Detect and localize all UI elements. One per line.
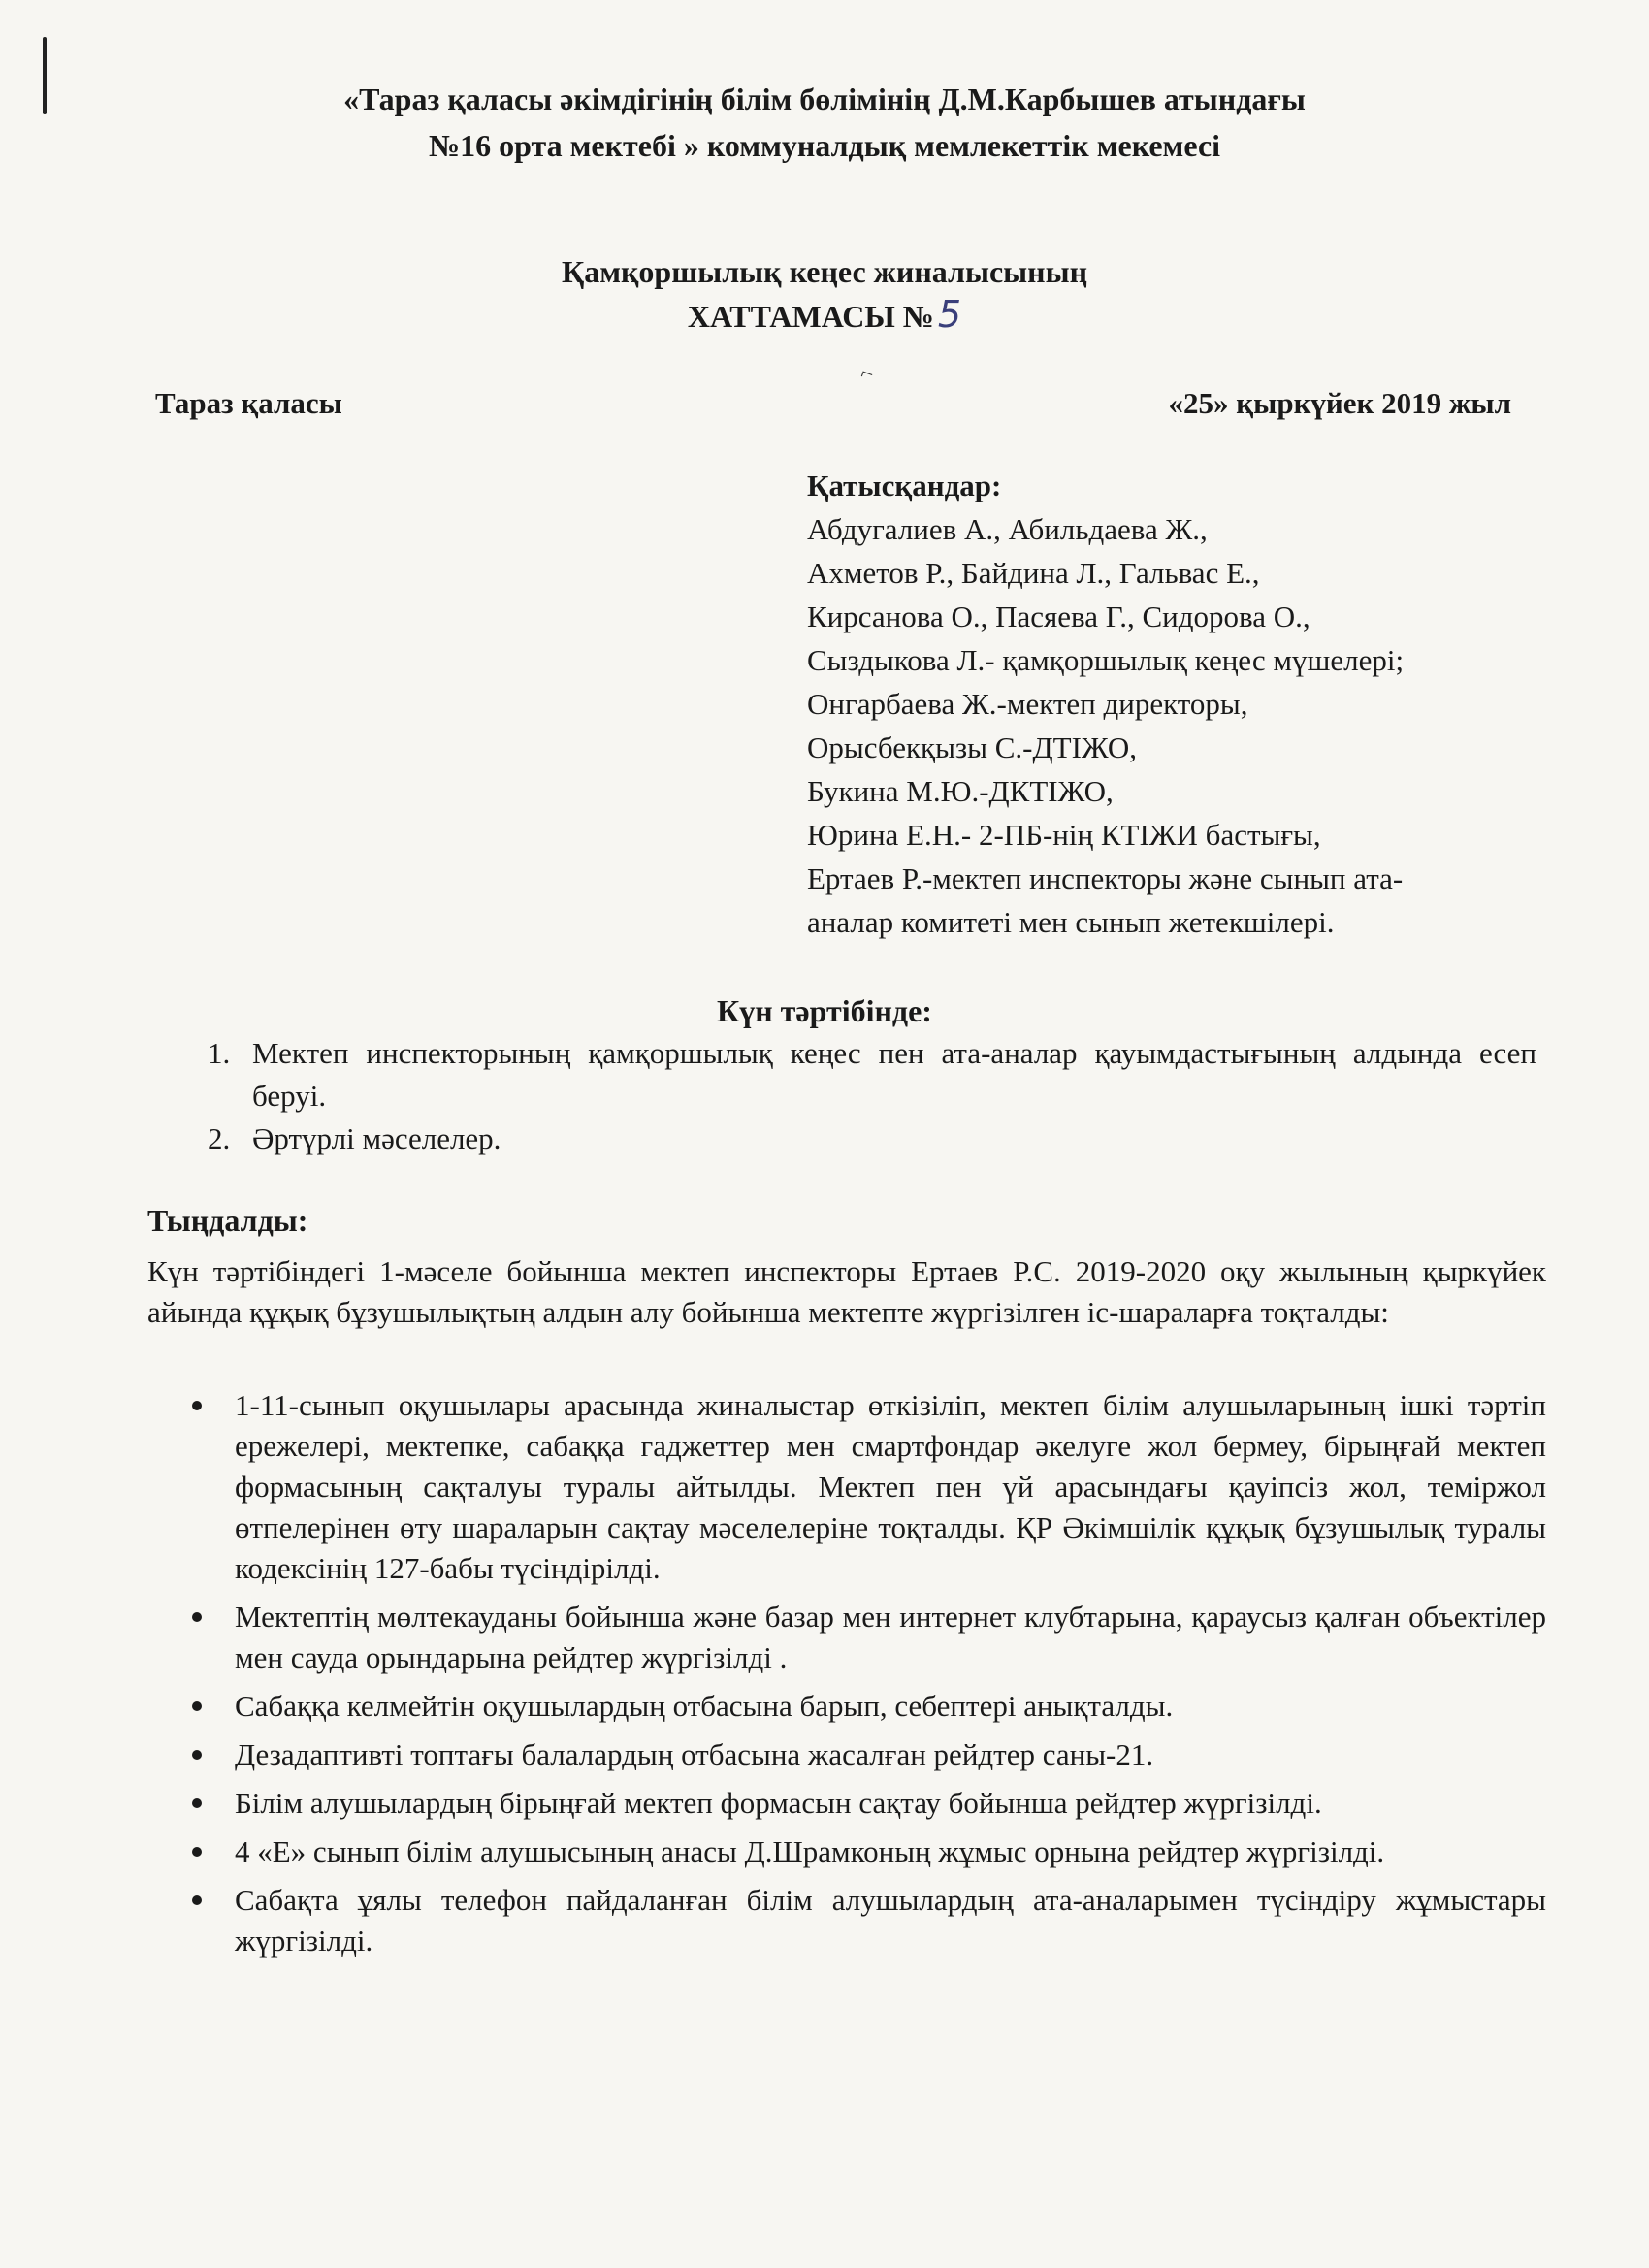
- bullet-text: Сабаққа келмейтін оқушылардың отбасына барып, себептері анықталды.: [235, 1689, 1174, 1723]
- bullet-item: [184, 1783, 1546, 1824]
- bullet-item: [184, 1597, 1546, 1678]
- institution-header: [0, 76, 1649, 169]
- header-line-1: «Тараз қаласы әкімдігінің білім бөлімінің Д.М.Карбышев атындағы: [343, 81, 1306, 116]
- bullet-text: Білім алушылардың бірыңғай мектеп формасын сақтау бойынша рейдтер жүргізілді.: [235, 1786, 1322, 1820]
- bullet-dot-icon: [192, 1895, 202, 1905]
- agenda-heading: Күн тәртібінде:: [717, 993, 932, 1028]
- bullet-dot-icon: [192, 1401, 202, 1410]
- participant-line: Абдугалиев А., Абильдаева Ж.,: [807, 512, 1208, 546]
- agenda-item: [208, 1032, 1536, 1118]
- bullet-text: Дезадаптивті топтағы балалардың отбасына жасалған рейдтер саны-21.: [235, 1737, 1154, 1771]
- participant-line: Кирсанова О., Пасяева Г., Сидорова О.,: [807, 599, 1310, 633]
- document-title: [0, 250, 1649, 338]
- agenda-item-text: Мектеп инспекторының қамқоршылық кеңес пен ата-аналар қауымдастығының алдында есеп беруі.: [252, 1036, 1536, 1113]
- bullet-item: [184, 1831, 1546, 1872]
- agenda-item-text: Әртүрлі мәселелер.: [252, 1121, 501, 1155]
- bullet-item: [184, 1734, 1546, 1775]
- pen-mark: ⌐: [857, 359, 878, 387]
- bullet-item: [184, 1686, 1546, 1727]
- bullet-text: Сабақта ұялы телефон пайдаланған білім алушылардың ата-аналарымен түсіндіру жұмыстары жүргізілді.: [235, 1883, 1546, 1958]
- agenda-item-number: 1.: [208, 1036, 231, 1070]
- participants-block: [807, 464, 1573, 944]
- participant-line: Ертаев Р.-мектеп инспекторы және сынып ата-: [807, 861, 1404, 895]
- participant-line: Сыздыкова Л.- қамқоршылық кеңес мүшелері;: [807, 643, 1405, 677]
- participant-line: Юрина Е.Н.- 2-ПБ-нің КТІЖИ бастығы,: [807, 818, 1321, 852]
- participant-line: аналар комитеті мен сынып жетекшілері.: [807, 905, 1335, 939]
- date: «25» қыркүйек 2019 жыл: [1168, 386, 1511, 420]
- bullet-text: 1-11-сынып оқушылары арасында жиналыстар өткізіліп, мектеп білім алушыларының ішкі тәртіп ережелері, мектепке, сабаққа гаджеттер мен смартфондар әкелуге жол бермеу, бірыңғай мектеп формасының сақталуы туралы айтылды. Мектеп пен үй арасындағы қауіпсіз жол, теміржол өтпелерінен өту шараларын сақтау мәселелеріне тоқталды. ҚР Әкімшілік құқық бұзушылық туралы кодексінің 127-бабы түсіндірілді.: [235, 1388, 1546, 1585]
- bullet-item: [184, 1385, 1546, 1589]
- bullet-dot-icon: [192, 1701, 202, 1711]
- heard-heading: Тыңдалды:: [147, 1203, 308, 1238]
- bullet-item: [184, 1880, 1546, 1961]
- bullet-text: 4 «Е» сынып білім алушысының анасы Д.Шрамконың жұмыс орнына рейдтер жүргізілді.: [235, 1834, 1385, 1868]
- header-line-2: №16 орта мектебі » коммуналдық мемлекеттік мекемесі: [428, 128, 1221, 163]
- agenda-item: [208, 1118, 1536, 1160]
- title-line-1: Қамқоршылық кеңес жиналысының: [561, 254, 1088, 289]
- bullet-dot-icon: [192, 1847, 202, 1857]
- title-line-2: [0, 293, 1649, 338]
- place: Тараз қаласы: [155, 386, 342, 420]
- title-protocol-label: ХАТТАМАСЫ №: [687, 299, 934, 334]
- bullet-dot-icon: [192, 1612, 202, 1622]
- participant-line: Букина М.Ю.-ДКТІЖО,: [807, 774, 1114, 808]
- agenda-list: [208, 1032, 1536, 1160]
- participant-line: Ахметов Р., Байдина Л., Гальвас Е.,: [807, 556, 1260, 590]
- heard-bullet-list: [184, 1385, 1546, 1969]
- heard-intro: Күн тәртібіндегі 1-мәселе бойынша мектеп инспекторы Ертаев Р.С. 2019-2020 оқу жылының қыркүйек айында құқық бұзушылықтың алдын алу бойынша мектепте жүргізілген іс-шараларға тоқталды:: [147, 1254, 1546, 1329]
- protocol-number: 5: [937, 293, 962, 336]
- bullet-text: Мектептің мөлтекауданы бойынша және базар мен интернет клубтарына, қараусыз қалған объектілер мен сауда орындарына рейдтер жүргізілді .: [235, 1600, 1546, 1674]
- participant-line: Онгарбаева Ж.-мектеп директоры,: [807, 687, 1248, 721]
- bullet-dot-icon: [192, 1750, 202, 1760]
- participant-line: Орысбекқызы С.-ДТІЖО,: [807, 730, 1138, 764]
- bullet-dot-icon: [192, 1798, 202, 1808]
- agenda-item-number: 2.: [208, 1121, 231, 1155]
- participants-heading: Қатысқандар:: [807, 469, 1002, 502]
